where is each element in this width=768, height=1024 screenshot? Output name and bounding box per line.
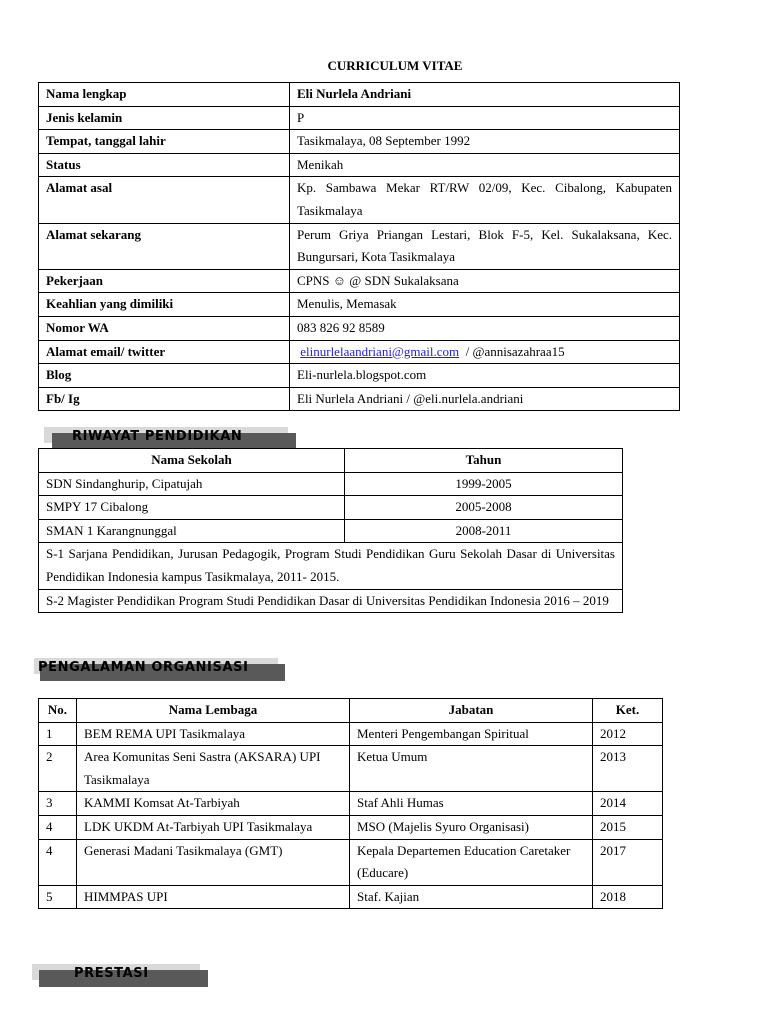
- org-number: 1: [39, 722, 77, 746]
- table-row: [39, 722, 663, 746]
- biodata-value: Kp. Sambawa Mekar RT/RW 02/09, Kec. Cibalong, Kabupaten Tasikmalaya: [290, 177, 680, 223]
- document-title: CURRICULUM VITAE: [327, 58, 463, 73]
- table-header-row: [39, 699, 663, 723]
- org-year: 2013: [593, 746, 663, 792]
- column-header: Ket.: [593, 699, 663, 723]
- org-name: Generasi Madani Tasikmalaya (GMT): [77, 839, 350, 885]
- column-header: No.: [39, 699, 77, 723]
- biodata-label: Nama lengkap: [39, 83, 290, 107]
- column-header: Nama Lembaga: [77, 699, 350, 723]
- table-row: [39, 153, 680, 177]
- org-role: Staf. Kajian: [350, 885, 593, 909]
- section-heading-label: PENGALAMAN ORGANISASI: [38, 660, 249, 672]
- biodata-label: Keahlian yang dimiliki: [39, 293, 290, 317]
- org-role: Kepala Departemen Education Caretaker (Educare): [350, 839, 593, 885]
- biodata-value: Menikah: [290, 153, 680, 177]
- biodata-label: Fb/ Ig: [39, 387, 290, 411]
- section-heading-label: PRESTASI: [74, 966, 149, 978]
- biodata-label: Status: [39, 153, 290, 177]
- table-row: [39, 316, 680, 340]
- twitter-handle: / @annisazahraa15: [465, 343, 565, 359]
- biodata-value: Eli Nurlela Andriani: [290, 83, 680, 107]
- biodata-value: Menulis, Memasak: [290, 293, 680, 317]
- biodata-label: Blog: [39, 364, 290, 388]
- school-year: 2008-2011: [345, 519, 623, 543]
- table-row: [39, 223, 680, 269]
- organization-table: [38, 698, 663, 909]
- org-year: 2012: [593, 722, 663, 746]
- org-number: 2: [39, 746, 77, 792]
- school-year: 1999-2005: [345, 472, 623, 496]
- biodata-value: CPNS ☺ @ SDN Sukalaksana: [290, 269, 680, 293]
- school-name: SMPY 17 Cibalong: [39, 496, 345, 520]
- email-link[interactable]: elinurlelaandriani@gmail.com: [300, 343, 460, 359]
- org-name: BEM REMA UPI Tasikmalaya: [77, 722, 350, 746]
- table-row: [39, 340, 680, 364]
- org-year: 2015: [593, 815, 663, 839]
- table-row: [39, 543, 623, 589]
- biodata-value: 083 826 92 8589: [290, 316, 680, 340]
- higher-education-entry: S-1 Sarjana Pendidikan, Jurusan Pedagogik, Program Studi Pendidikan Guru Sekolah Dasar di Universitas Pendidikan Indonesia kampus Tasikmalaya, 2011- 2015.: [39, 543, 623, 589]
- biodata-label: Jenis kelamin: [39, 106, 290, 130]
- table-row: [39, 293, 680, 317]
- biodata-value: Perum Griya Priangan Lestari, Blok F-5, Kel. Sukalaksana, Kec. Bungursari, Kota Tasikmalaya: [290, 223, 680, 269]
- school-year: 2005-2008: [345, 496, 623, 520]
- table-row: [39, 815, 663, 839]
- column-header: Tahun: [345, 449, 623, 473]
- table-header-row: [39, 449, 623, 473]
- section-heading-education: [44, 427, 304, 449]
- table-row: [39, 387, 680, 411]
- column-header: Jabatan: [350, 699, 593, 723]
- org-role: Menteri Pengembangan Spiritual: [350, 722, 593, 746]
- org-year: 2014: [593, 792, 663, 816]
- table-row: [39, 177, 680, 223]
- org-number: 4: [39, 839, 77, 885]
- org-year: 2017: [593, 839, 663, 885]
- org-role: MSO (Majelis Syuro Organisasi): [350, 815, 593, 839]
- school-name: SDN Sindanghurip, Cipatujah: [39, 472, 345, 496]
- org-name: LDK UKDM At-Tarbiyah UPI Tasikmalaya: [77, 815, 350, 839]
- table-row: [39, 496, 623, 520]
- higher-education-entry: S-2 Magister Pendidikan Program Studi Pendidikan Dasar di Universitas Pendidikan Indonesia 2016 – 2019: [39, 589, 623, 613]
- biodata-label: Tempat, tanggal lahir: [39, 130, 290, 154]
- table-row: [39, 746, 663, 792]
- section-heading-label: RIWAYAT PENDIDIKAN: [72, 429, 243, 441]
- org-number: 5: [39, 885, 77, 909]
- section-heading-achievement: [32, 964, 222, 986]
- org-name: HIMMPAS UPI: [77, 885, 350, 909]
- biodata-value: Eli Nurlela Andriani / @eli.nurlela.andriani: [290, 387, 680, 411]
- table-row: [39, 589, 623, 613]
- table-row: [39, 269, 680, 293]
- table-row: [39, 519, 623, 543]
- table-row: [39, 130, 680, 154]
- org-role: Staf Ahli Humas: [350, 792, 593, 816]
- table-row: [39, 364, 680, 388]
- biodata-value: P: [290, 106, 680, 130]
- org-year: 2018: [593, 885, 663, 909]
- biodata-value: Eli-nurlela.blogspot.com: [290, 364, 680, 388]
- biodata-value: Tasikmalaya, 08 September 1992: [290, 130, 680, 154]
- biodata-label: Nomor WA: [39, 316, 290, 340]
- org-name: Area Komunitas Seni Sastra (AKSARA) UPI Tasikmalaya: [77, 746, 350, 792]
- biodata-table: [38, 82, 680, 411]
- table-row: [39, 792, 663, 816]
- table-row: [39, 839, 663, 885]
- school-name: SMAN 1 Karangnunggal: [39, 519, 345, 543]
- org-role: Ketua Umum: [350, 746, 593, 792]
- biodata-label: Alamat email/ twitter: [39, 340, 290, 364]
- education-table: [38, 448, 623, 613]
- org-number: 3: [39, 792, 77, 816]
- biodata-label: Pekerjaan: [39, 269, 290, 293]
- table-row: [39, 885, 663, 909]
- biodata-value: [290, 340, 680, 364]
- table-row: [39, 83, 680, 107]
- org-number: 4: [39, 815, 77, 839]
- column-header: Nama Sekolah: [39, 449, 345, 473]
- table-row: [39, 106, 680, 130]
- section-heading-organization: [34, 658, 294, 680]
- table-row: [39, 472, 623, 496]
- biodata-label: Alamat asal: [39, 177, 290, 223]
- org-name: KAMMI Komsat At-Tarbiyah: [77, 792, 350, 816]
- biodata-label: Alamat sekarang: [39, 223, 290, 269]
